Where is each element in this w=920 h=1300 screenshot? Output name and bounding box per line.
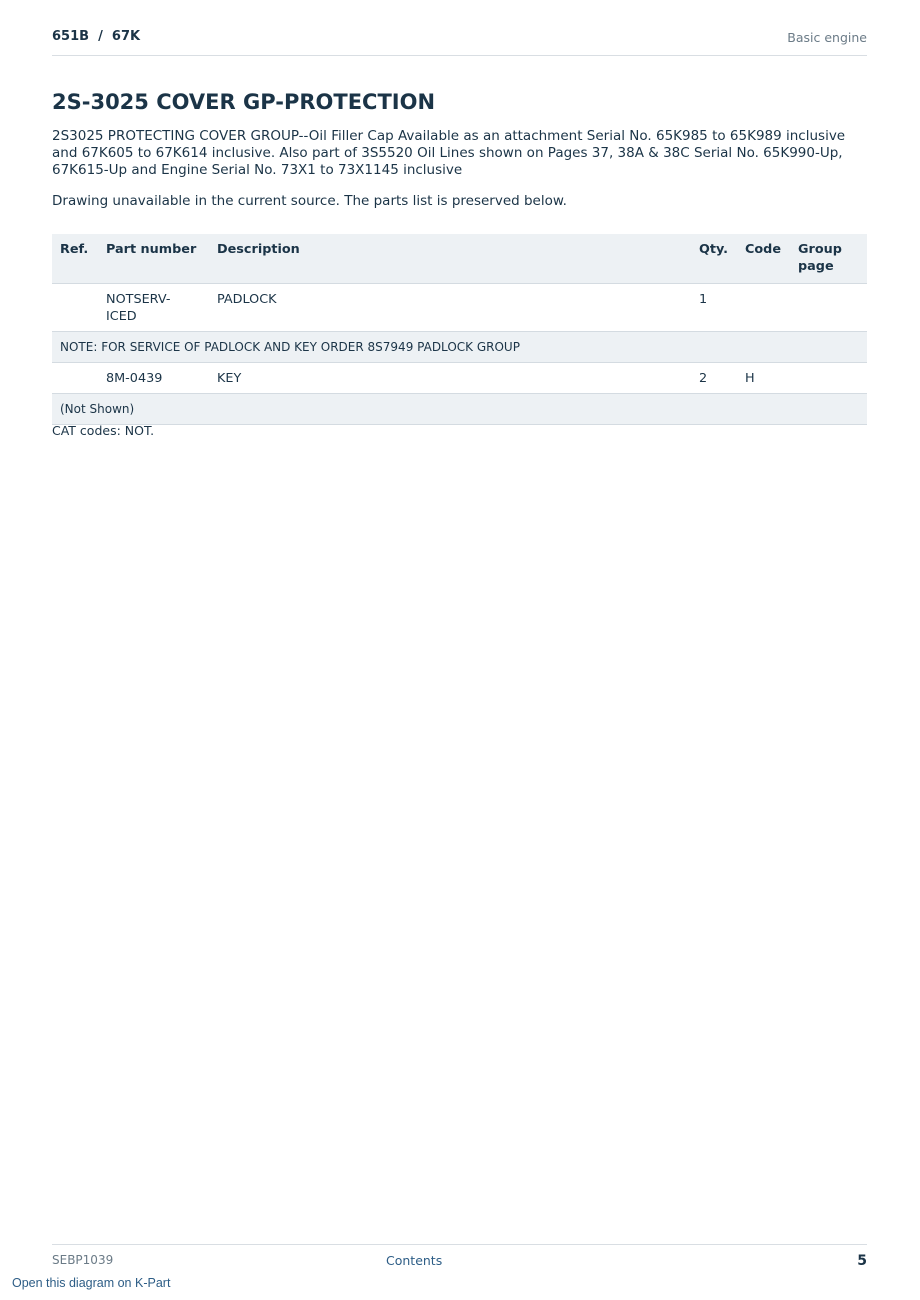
col-group-page: Group page	[790, 234, 867, 284]
col-qty: Qty.	[691, 234, 737, 284]
section-label: Basic engine	[787, 30, 867, 45]
drawing-unavailable-note: Drawing unavailable in the current source. The parts list is preserved below.	[52, 193, 567, 209]
cell-group-page	[790, 284, 867, 332]
table-note-row	[52, 394, 867, 425]
col-description: Description	[209, 234, 691, 284]
group-description: 2S3025 PROTECTING COVER GROUP--Oil Filler Cap Available as an attachment Serial No. 65K985 to 65K989 inclusive and 67K605 to 67K614 inclusive. Also part of 3S5520 Oil Lines shown on Pages 37, 38A & 38C Serial No. 65K990-Up, 67K615-Up and Engine Serial No. 73X1 to 73X1145 inclusive	[52, 128, 846, 178]
col-ref: Ref.	[52, 234, 98, 284]
page-number: 5	[857, 1253, 867, 1269]
cell-code	[737, 284, 790, 332]
cell-qty: 2	[691, 363, 737, 394]
cell-group-page	[790, 363, 867, 394]
col-part-number: Part number	[98, 234, 209, 284]
open-kpart-link[interactable]: Open this diagram on K-Part	[12, 1276, 171, 1290]
table-row	[52, 363, 867, 394]
model-label: 651B / 67K	[52, 29, 141, 44]
table-row	[52, 284, 867, 332]
col-code: Code	[737, 234, 790, 284]
table-header-row	[52, 234, 867, 284]
note-text: (Not Shown)	[52, 394, 867, 425]
cell-description: KEY	[209, 363, 691, 394]
cell-qty: 1	[691, 284, 737, 332]
cat-codes: CAT codes: NOT.	[52, 423, 155, 438]
cell-part-number: NOTSERV-ICED	[98, 284, 209, 332]
page-header	[52, 28, 867, 56]
cell-code: H	[737, 363, 790, 394]
table-note-row	[52, 332, 867, 363]
document-page	[52, 0, 867, 1300]
page-footer	[52, 1244, 867, 1275]
document-number: SEBP1039	[52, 1253, 114, 1267]
note-text: NOTE: FOR SERVICE OF PADLOCK AND KEY ORDER 8S7949 PADLOCK GROUP	[52, 332, 867, 363]
cell-part-number: 8M-0439	[98, 363, 209, 394]
cell-description: PADLOCK	[209, 284, 691, 332]
parts-table	[52, 234, 867, 425]
cell-ref	[52, 284, 98, 332]
contents-link[interactable]: Contents	[386, 1253, 443, 1268]
cell-ref	[52, 363, 98, 394]
page-title: 2S-3025 COVER GP-PROTECTION	[52, 90, 436, 114]
